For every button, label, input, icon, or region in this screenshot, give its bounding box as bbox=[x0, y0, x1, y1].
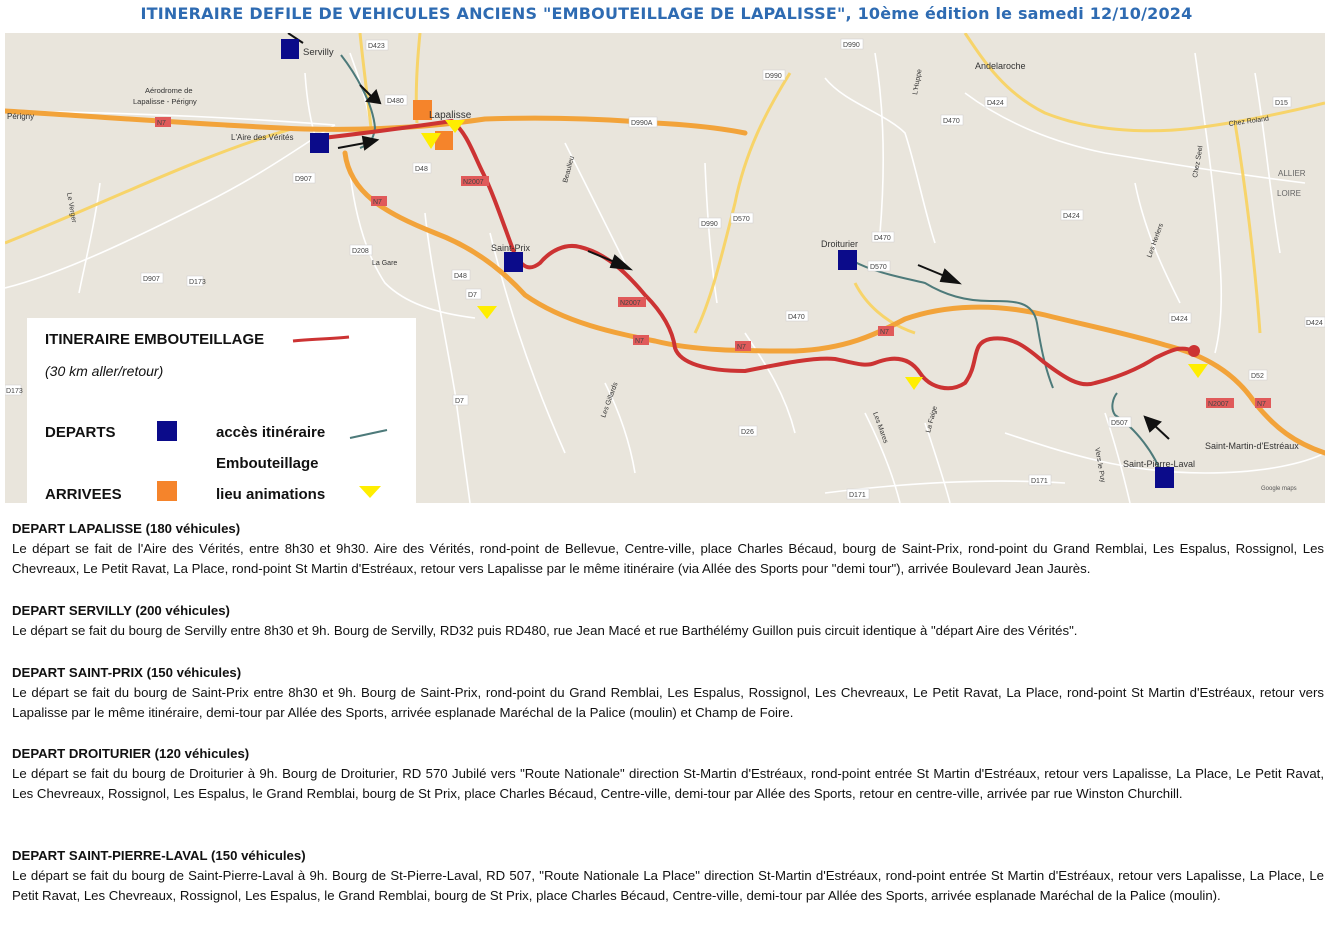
place-droiturier: Droiturier bbox=[821, 239, 859, 249]
svg-text:N2007: N2007 bbox=[620, 300, 641, 307]
svg-text:D990: D990 bbox=[843, 42, 860, 49]
place-les-herlers: Les Herlers bbox=[1146, 222, 1166, 259]
section-droiturier bbox=[12, 744, 1324, 804]
place-saint-prix: Saint-Prix bbox=[491, 243, 531, 253]
section-text: Le départ se fait du bourg de Saint-Prix entre 8h30 et 9h. Bourg de Saint-Prix, rond-point du Grand Remblai, Les Espalus, Rossignol, Les Chevreaux, Le Petit Ravat, La Place, rond-point St Martin d'Estréaux, retour vers Lapalisse par le même itinéraire, demi-tour par Allée des Sports, arrivée esplanade Maréchal de la Palice (moulin) et Champ de Foire. bbox=[12, 685, 1324, 720]
road-label bbox=[786, 311, 808, 321]
road-label bbox=[371, 196, 387, 206]
legend-depart-swatch bbox=[157, 421, 177, 441]
road-label bbox=[155, 117, 171, 127]
svg-text:D907: D907 bbox=[295, 176, 312, 183]
svg-text:D171: D171 bbox=[849, 492, 866, 499]
svg-text:D470: D470 bbox=[788, 314, 805, 321]
itinerary-route-line bbox=[323, 121, 1193, 388]
place-servilly: Servilly bbox=[303, 47, 334, 58]
road-label bbox=[385, 95, 407, 105]
yellow-roads bbox=[5, 33, 1325, 333]
road-label bbox=[453, 395, 468, 405]
section-heading: DEPART SAINT-PIERRE-LAVAL (150 véhicules) bbox=[12, 848, 306, 863]
svg-text:D990: D990 bbox=[701, 221, 718, 228]
svg-text:D990A: D990A bbox=[631, 120, 653, 127]
road-label bbox=[633, 335, 649, 345]
section-saint-pierre bbox=[12, 846, 1324, 906]
road-label bbox=[461, 176, 489, 186]
place-aerodrome-1: Aérodrome de bbox=[145, 86, 193, 95]
place-le-verger: Le Verger bbox=[65, 192, 78, 224]
svg-text:N7: N7 bbox=[635, 338, 644, 345]
place-perigny: Périgny bbox=[7, 112, 35, 121]
road-label bbox=[847, 489, 869, 499]
place-aire: L'Aire des Vérités bbox=[231, 133, 294, 142]
region-loire: LOIRE bbox=[1277, 189, 1302, 198]
road-label bbox=[350, 245, 372, 255]
road-label bbox=[5, 385, 23, 395]
place-beaulieu: Beaulieu bbox=[562, 155, 576, 184]
svg-text:D52: D52 bbox=[1251, 373, 1264, 380]
road-label bbox=[841, 39, 863, 49]
svg-text:N7: N7 bbox=[880, 329, 889, 336]
svg-text:D907: D907 bbox=[143, 276, 160, 283]
road-label bbox=[452, 270, 470, 280]
road-label bbox=[868, 261, 890, 271]
section-text: Le départ se fait du bourg de Servilly entre 8h30 et 9h. Bourg de Servilly, RD32 puis RD480, rue Jean Macé et rue Barthélémy Guillon puis circuit identique à "départ Aire des Vérités". bbox=[12, 623, 1078, 638]
map-legend bbox=[27, 318, 416, 503]
svg-text:D171: D171 bbox=[1031, 478, 1048, 485]
road-label bbox=[141, 273, 163, 283]
svg-text:D7: D7 bbox=[468, 292, 477, 299]
legend-route-note: (30 km aller/retour) bbox=[45, 363, 164, 379]
legend-arrivee-swatch bbox=[157, 481, 177, 501]
road-label bbox=[413, 163, 431, 173]
road-label bbox=[1169, 313, 1191, 323]
svg-text:D424: D424 bbox=[987, 100, 1004, 107]
svg-text:D48: D48 bbox=[454, 273, 467, 280]
road-label bbox=[878, 326, 894, 336]
legend-arrivees-label: ARRIVEES bbox=[45, 486, 122, 503]
depart-servilly-square[interactable] bbox=[281, 39, 299, 59]
road-label bbox=[466, 289, 481, 299]
road-label bbox=[1273, 97, 1291, 107]
svg-text:D424: D424 bbox=[1063, 213, 1080, 220]
depart-saint-pierre-square[interactable] bbox=[1155, 467, 1174, 488]
place-chez-seel: Chez Seel bbox=[1192, 145, 1205, 179]
legend-access-label: accès itinéraire bbox=[216, 424, 326, 441]
place-andelaroche: Andelaroche bbox=[975, 61, 1026, 71]
depart-droiturier-square[interactable] bbox=[838, 250, 857, 270]
section-saint-prix bbox=[12, 663, 1324, 723]
road-label bbox=[1109, 417, 1131, 427]
svg-text:D15: D15 bbox=[1275, 100, 1288, 107]
place-saint-pierre: Saint-Pierre-Laval bbox=[1123, 459, 1196, 469]
road-label bbox=[1206, 398, 1234, 408]
svg-text:D470: D470 bbox=[874, 235, 891, 242]
legend-animation-swatch bbox=[357, 484, 383, 500]
svg-text:N7: N7 bbox=[737, 344, 746, 351]
svg-text:N7: N7 bbox=[157, 120, 166, 127]
legend-access-swatch bbox=[349, 428, 389, 440]
svg-text:D26: D26 bbox=[741, 429, 754, 436]
svg-text:D570: D570 bbox=[733, 216, 750, 223]
legend-route-label: ITINERAIRE EMBOUTEILLAGE bbox=[45, 331, 265, 348]
roundabout-marker bbox=[1188, 345, 1200, 357]
road-label bbox=[1255, 398, 1271, 408]
svg-text:D507: D507 bbox=[1111, 420, 1128, 427]
road-label bbox=[739, 426, 757, 436]
depart-aire-square[interactable] bbox=[310, 133, 329, 153]
road-label bbox=[941, 115, 963, 125]
svg-text:D990: D990 bbox=[765, 73, 782, 80]
svg-text:D423: D423 bbox=[368, 43, 385, 50]
place-les-mares: Les Mares bbox=[871, 411, 889, 445]
road-label bbox=[985, 97, 1007, 107]
section-lapalisse bbox=[12, 519, 1324, 579]
svg-text:D7: D7 bbox=[455, 398, 464, 405]
road-label bbox=[731, 213, 753, 223]
road-label bbox=[1249, 370, 1267, 380]
section-text: Le départ se fait du bourg de Saint-Pierre-Laval à 9h. Bourg de St-Pierre-Laval, RD 507, "Route Nationale La Place" direction St-Martin d'Estréaux, rond-point entrée St Martin d'Estréaux, retour vers Lapalisse, La Place, Le Petit Ravat, Les Chevreaux, Rossignol, Les Espalus, le Grand Remblai, bourg de St Prix, place Charles Bécaud, Centre-ville, demi-tour par Allée des Sports, arrivée esplanade Maréchal de la Palice (moulin). bbox=[12, 868, 1324, 903]
svg-text:D173: D173 bbox=[6, 388, 23, 395]
road-label bbox=[618, 297, 646, 307]
svg-text:D173: D173 bbox=[189, 279, 206, 286]
legend-anim-label: lieu animations bbox=[216, 486, 326, 503]
road-label bbox=[1061, 210, 1083, 220]
region-allier: ALLIER bbox=[1278, 169, 1306, 178]
section-heading: DEPART DROITURIER (120 véhicules) bbox=[12, 746, 250, 761]
place-saint-martin: Saint-Martin-d'Estréaux bbox=[1205, 441, 1299, 451]
place-les-gillards: Les Gillards bbox=[600, 381, 620, 419]
svg-text:D424: D424 bbox=[1171, 316, 1188, 323]
section-heading: DEPART SAINT-PRIX (150 véhicules) bbox=[12, 665, 242, 680]
road-label bbox=[629, 117, 657, 127]
svg-text:N7: N7 bbox=[1257, 401, 1266, 408]
svg-text:D480: D480 bbox=[387, 98, 404, 105]
section-text: Le départ se fait de l'Aire des Vérités, entre 8h30 et 9h30. Aire des Vérités, rond-point de Bellevue, Centre-ville, place Charles Bécaud, bourg de Saint-Prix, rond-point du Grand Remblai, Les Espalus, Rossignol, Les Chevreaux, Le Petit Ravat, La Place, rond-point St Martin d'Estréaux, retour vers Lapalisse par le même itinéraire (via Allée des Sports pour "demi tour"), arrivée Boulevard Jean Jaurès. bbox=[12, 541, 1324, 576]
legend-emb-label: Embouteillage bbox=[216, 455, 319, 472]
svg-text:D424: D424 bbox=[1306, 320, 1323, 327]
place-vers-le-puy: Vers le Puy bbox=[1093, 447, 1107, 484]
svg-text:N7: N7 bbox=[373, 199, 382, 206]
section-heading: DEPART SERVILLY (200 véhicules) bbox=[12, 603, 230, 618]
depart-saint-prix-square[interactable] bbox=[504, 252, 523, 272]
road-label bbox=[735, 341, 751, 351]
road-label bbox=[872, 232, 894, 242]
svg-text:D470: D470 bbox=[943, 118, 960, 125]
road-label bbox=[293, 173, 315, 183]
road-label bbox=[1305, 317, 1325, 327]
legend-route-swatch bbox=[291, 335, 351, 345]
section-heading: DEPART LAPALISSE (180 véhicules) bbox=[12, 521, 241, 536]
route-map[interactable] bbox=[5, 33, 1325, 503]
direction-arrows bbox=[288, 33, 1169, 439]
svg-text:N2007: N2007 bbox=[463, 179, 484, 186]
place-la-gare: La Gare bbox=[372, 260, 398, 267]
section-text: Le départ se fait du bourg de Droiturier à 9h. Bourg de Droiturier, RD 570 Jubilé vers "Route Nationale" direction St-Martin d'Estréaux, rond-point entrée St Martin d'Estréaux, retour vers Lapalisse, La Place, Le Petit Ravat, Les Chevreaux, Rossignol, Les Espalus, le Grand Remblai, bourg de St Prix, place Charles Bécaud, Centre-ville, demi-tour par Allée des Sports, retour en centre-ville, arrivée par rue Winston Churchill. bbox=[12, 766, 1324, 801]
road-label bbox=[1029, 475, 1051, 485]
road-label bbox=[366, 40, 388, 50]
road-label bbox=[763, 70, 785, 80]
section-servilly bbox=[12, 601, 1324, 641]
road-label bbox=[187, 276, 206, 286]
page-title: ITINERAIRE DEFILE DE VEHICULES ANCIENS "EMBOUTEILLAGE DE LAPALISSE", 10ème édition le samedi 12/10/2024 bbox=[140, 4, 1193, 23]
place-chez-roland: Chez Roland bbox=[1228, 115, 1270, 128]
svg-text:D570: D570 bbox=[870, 264, 887, 271]
place-la-faige: La Faige bbox=[925, 405, 939, 434]
arrow-saint-pierre bbox=[1154, 425, 1169, 439]
legend-departs-label: DEPARTS bbox=[45, 424, 116, 441]
svg-text:N2007: N2007 bbox=[1208, 401, 1229, 408]
road-label bbox=[699, 218, 721, 228]
svg-text:D208: D208 bbox=[352, 248, 369, 255]
svg-text:D48: D48 bbox=[415, 166, 428, 173]
animation-saint-martin-icon[interactable] bbox=[1188, 364, 1208, 378]
animation-d7-icon[interactable] bbox=[477, 306, 497, 319]
google-maps-credit: Google maps bbox=[1261, 486, 1297, 492]
place-aerodrome-2: Lapalisse - Périgny bbox=[133, 97, 197, 106]
place-lapalisse: Lapalisse bbox=[429, 110, 472, 121]
animation-la-place-icon[interactable] bbox=[905, 377, 923, 390]
place-lhuppe: L'Huppe bbox=[912, 68, 924, 96]
